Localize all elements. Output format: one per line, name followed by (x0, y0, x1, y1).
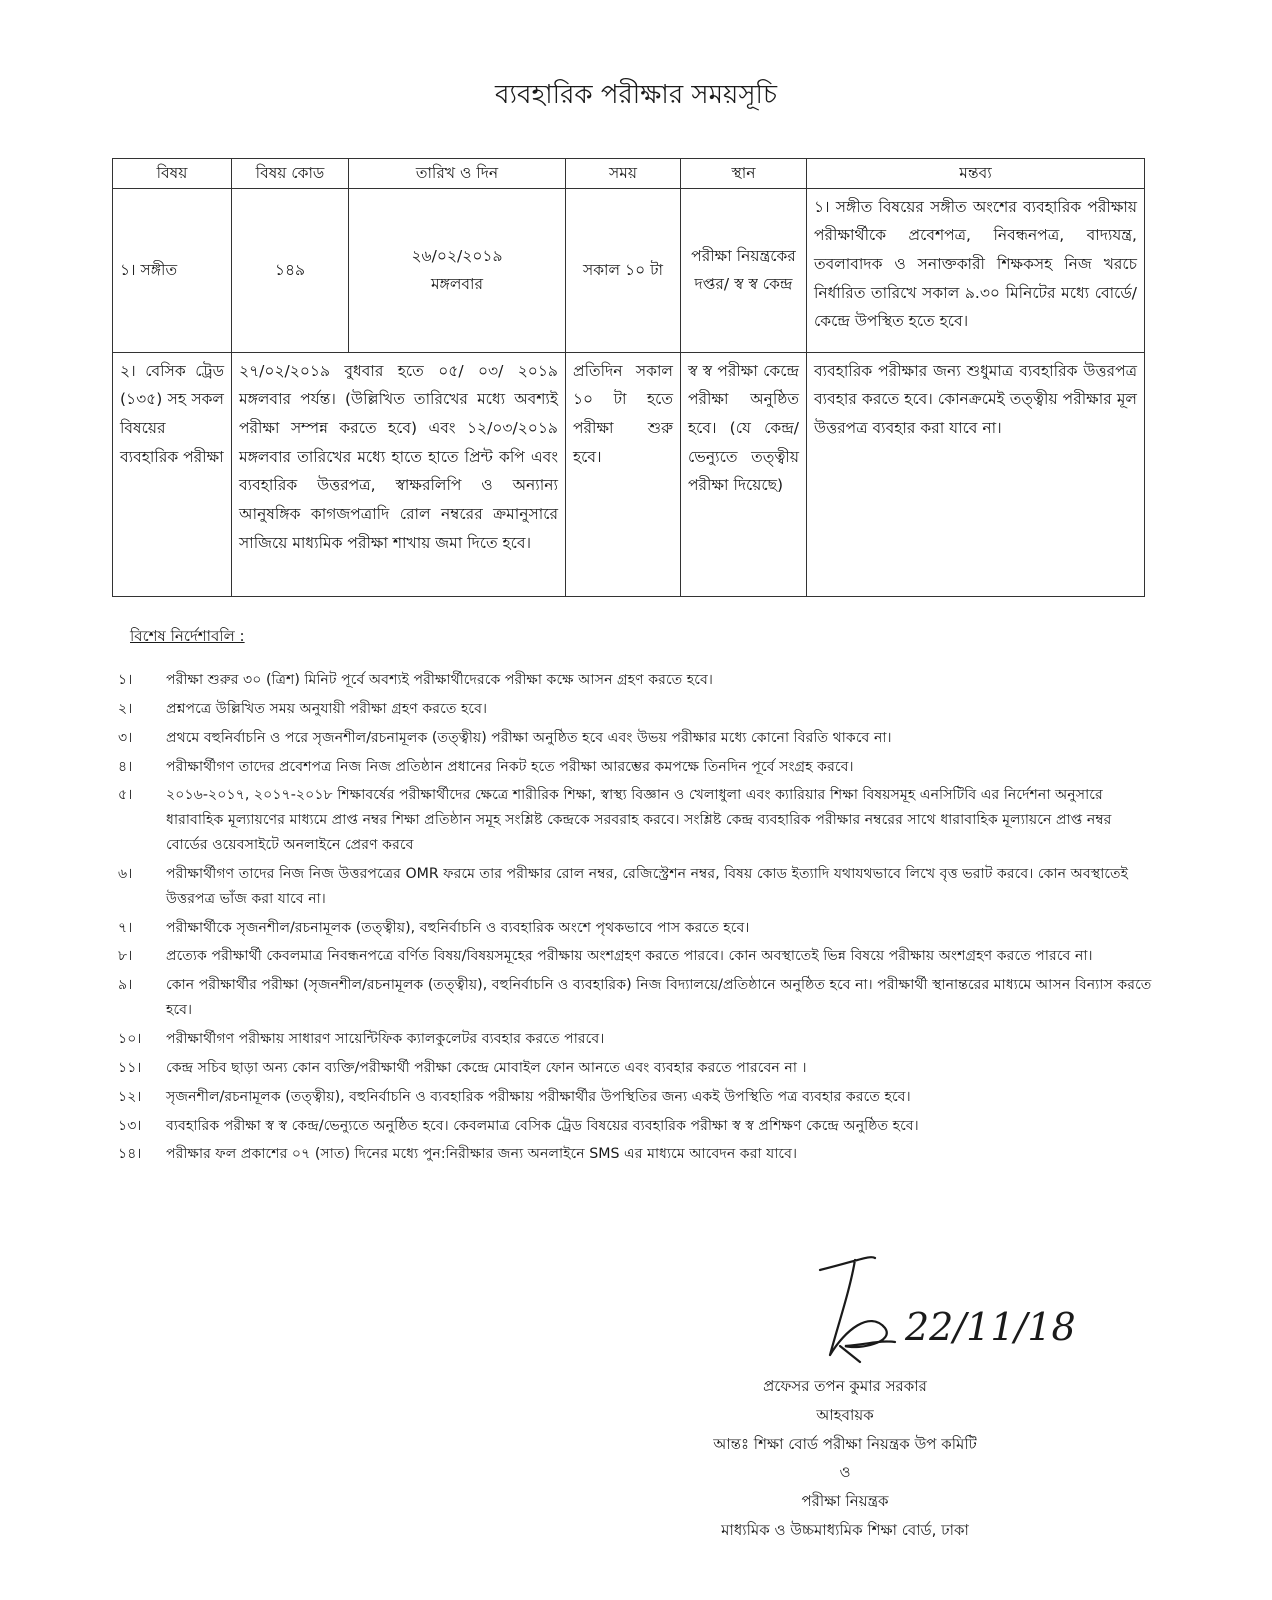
item-number: ৮। (118, 948, 133, 965)
list-item (112, 668, 1152, 693)
table-row (113, 188, 1145, 352)
signatory-conjunction: ও (839, 1463, 851, 1482)
row1-day: মঙ্গলবার (430, 275, 484, 294)
header-subject: বিষয় (113, 159, 232, 189)
item-text: পরীক্ষার্থীগণ তাদের প্রবেশপত্র নিজ নিজ প্রতিষ্ঠান প্রধানের নিকট হতে পরীক্ষা আরম্ভের কমপক্ষে তিনদিন পূর্বে সংগ্রহ করবে। (166, 758, 854, 775)
item-number: ১৩। (118, 1117, 142, 1134)
item-number: ৪। (118, 758, 133, 775)
row2-time: প্রতিদিন সকাল ১০ টা হতে পরীক্ষা শুরু হবে। (566, 352, 681, 596)
signatory-board: মাধ্যমিক ও উচ্চমাধ্যমিক শিক্ষা বোর্ড, ঢাকা (721, 1520, 969, 1539)
item-text: ব্যবহারিক পরীক্ষা স্ব স্ব কেন্দ্র/ভেন্যুতে অনুষ্ঠিত হবে। কেবলমাত্র বেসিক ট্রেড বিষয়ের ব্যবহারিক পরীক্ষা স্ব স্ব প্রশিক্ষণ কেন্দ্রে অনুষ্ঠিত হবে। (166, 1117, 919, 1134)
item-number: ৭। (118, 919, 133, 936)
list-item (112, 1142, 1152, 1167)
signatory-role-convener: আহবায়ক (816, 1405, 874, 1424)
row2-place: স্ব স্ব পরীক্ষা কেন্দ্রে পরীক্ষা অনুষ্ঠিত হবে। (যে কেন্দ্র/ ভেন্যুতে তত্ত্বীয় পরীক্ষা দিয়েছে) (681, 352, 807, 596)
table-header-row (113, 159, 1145, 189)
item-number: ১। (118, 672, 133, 688)
row2-subject: ২। বেসিক ট্রেড (১৩৫) সহ সকল বিষয়ের ব্যবহারিক পরীক্ষা (113, 352, 232, 596)
row1-code: ১৪৯ (232, 188, 349, 352)
row2-remarks: ব্যবহারিক পরীক্ষার জন্য শুধুমাত্র ব্যবহারিক উত্তরপত্র ব্যবহার করতে হবে। কোনক্রমেই তত্ত্বীয় পরীক্ষার মূল উত্তরপত্র ব্যবহার করা যাবে না। (807, 352, 1145, 596)
list-item (112, 1027, 1152, 1052)
row2-date-details: ২৭/০২/২০১৯ বুধবার হতে ০৫/ ০৩/ ২০১৯ মঙ্গলবার পর্যন্ত। (উল্লিখিত তারিখের মধ্যে অবশ্যই পরীক্ষা সম্পন্ন করতে হবে) এবং ১২/০৩/২০১৯ মঙ্গলবার তারিখের মধ্যে হাতে হাতে প্রিন্ট কপি এবং ব্যবহারিক উত্তরপত্র, স্বাক্ষরলিপি ও অন্যান্য আনুষঙ্গিক কাগজপত্রাদি রোল নম্বরের ক্রমানুসারে সাজিয়ে মাধ্যমিক পরীক্ষা শাখায় জমা দিতে হবে। (232, 352, 566, 596)
row1-date-cell (349, 188, 566, 352)
signature-date: 22/11/18 (905, 1305, 1076, 1349)
item-number: ৯। (118, 977, 133, 994)
item-number: ৩। (118, 729, 133, 746)
header-subject-code: বিষয় কোড (232, 159, 349, 189)
item-text: পরীক্ষার্থীগণ তাদের নিজ নিজ উত্তরপত্রের OMR ফরমে তার পরীক্ষার রোল নম্বর, রেজিস্ট্রেশন নম্বর, বিষয় কোড ইত্যাদি যথাযথভাবে লিখে বৃত্ত ভরাট করবে। কোন অবস্থাতেই উত্তরপত্র ভাঁজ করা যাবে না। (166, 865, 1129, 907)
list-item (112, 973, 1152, 1023)
header-remarks: মন্তব্য (807, 159, 1145, 189)
item-text: প্রথমে বহুনির্বাচনি ও পরে সৃজনশীল/রচনামূলক (তত্ত্বীয়) পরীক্ষা অনুষ্ঠিত হবে এবং উভয় পরীক্ষার মধ্যে কোনো বিরতি থাকবে না। (166, 729, 892, 746)
item-number: ১০। (118, 1030, 142, 1047)
signatory-name: প্রফেসর তপন কুমার সরকার (763, 1377, 927, 1395)
list-item (112, 862, 1152, 912)
row1-remarks: ১। সঙ্গীত বিষয়ের সঙ্গীত অংশের ব্যবহারিক পরীক্ষায় পরীক্ষার্থীকে প্রবেশপত্র, নিবন্ধনপত্র, বাদ্যযন্ত্র, তবলাবাদক ও সনাক্তকারী শিক্ষকসহ নিজ খরচে নির্ধারিত তারিখে সকাল ৯.৩০ মিনিটের মধ্যে বোর্ডে/কেন্দ্রে উপস্থিত হতে হবে। (807, 188, 1145, 352)
item-text: ২০১৬-২০১৭, ২০১৭-২০১৮ শিক্ষাবর্ষের পরীক্ষার্থীদের ক্ষেত্রে শারীরিক শিক্ষা, স্বাস্থ্য বিজ্ঞান ও খেলাধুলা এবং ক্যারিয়ার শিক্ষা বিষয়সমূহ এনসিটিবি এর নির্দেশনা অনুসারে ধারাবাহিক মূল্যায়ণের মাধ্যমে প্রাপ্ত নম্বর শিক্ষা প্রতিষ্ঠান সমূহ সংশ্লিষ্ট কেন্দ্রকে সরবরাহ করবে। সংশ্লিষ্ট কেন্দ্র ব্যবহারিক পরীক্ষার নম্বরের সাথে ধারাবাহিক মূল্যায়নে প্রাপ্ত নম্বর বোর্ডের ওয়েবসাইটে অনলাইনে প্রেরণ করবে (166, 787, 1112, 854)
row1-time: সকাল ১০ টা (566, 188, 681, 352)
item-text: পরীক্ষা শুরুর ৩০ (ত্রিশ) মিনিট পূর্বে অবশ্যই পরীক্ষার্থীদেরকে পরীক্ষা কক্ষে আসন গ্রহণ করতে হবে। (166, 672, 713, 688)
item-text: সৃজনশীল/রচনামূলক (তত্ত্বীয়), বহুনির্বাচনি ও ব্যবহারিক পরীক্ষায় পরীক্ষার্থীর উপস্থিতির জন্য একই উপস্থিতি পত্র ব্যবহার করতে হবে। (166, 1088, 911, 1105)
item-text: পরীক্ষার্থীকে সৃজনশীল/রচনামূলক (তত্ত্বীয়), বহুনির্বাচনি ও ব্যবহারিক অংশে পৃথকভাবে পাস করতে হবে। (166, 919, 750, 936)
list-item (112, 697, 1152, 722)
item-number: ২। (118, 700, 133, 717)
instructions-heading: বিশেষ নির্দেশাবলি : (130, 627, 245, 645)
list-item (112, 1056, 1152, 1081)
item-text: কেন্দ্র সচিব ছাড়া অন্য কোন ব্যক্তি/পরীক্ষার্থী পরীক্ষা কেন্দ্রে মোবাইল ফোন আনতে এবং ব্যবহার করতে পারবেন না । (166, 1059, 807, 1076)
header-date-day: তারিখ ও দিন (349, 159, 566, 189)
item-text: প্রশ্নপত্রে উল্লিখিত সময় অনুযায়ী পরীক্ষা গ্রহণ করতে হবে। (166, 700, 488, 717)
signatory-committee: আন্তঃ শিক্ষা বোর্ড পরীক্ষা নিয়ন্ত্রক উপ কমিটি (713, 1434, 977, 1453)
list-item (112, 1114, 1152, 1139)
page-title: ব্যবহারিক পরীক্ষার সময়সূচি (494, 80, 777, 110)
row1-subject: ১। সঙ্গীত (113, 188, 232, 352)
item-text: পরীক্ষার ফল প্রকাশের ০৭ (সাত) দিনের মধ্যে পুন:নিরীক্ষার জন্য অনলাইনে SMS এর মাধ্যমে আবেদন করা যাবে। (166, 1146, 798, 1163)
table-row (113, 352, 1145, 596)
item-text: পরীক্ষার্থীগণ পরীক্ষায় সাধারণ সায়েন্টিফিক ক্যালকুলেটর ব্যবহার করতে পারবে। (166, 1030, 605, 1047)
row1-date: ২৬/০২/২০১৯ (411, 246, 503, 265)
header-place: স্থান (681, 159, 807, 189)
list-item (112, 783, 1152, 858)
header-time: সময় (566, 159, 681, 189)
list-item (112, 1085, 1152, 1110)
item-number: ১১। (118, 1059, 142, 1076)
row1-place: পরীক্ষা নিয়ন্ত্রকের দপ্তর/ স্ব স্ব কেন্দ্র (681, 188, 807, 352)
list-item (112, 944, 1152, 969)
handwritten-signature (800, 1250, 1076, 1370)
list-item (112, 726, 1152, 751)
signatory-role-controller: পরীক্ষা নিয়ন্ত্রক (801, 1492, 889, 1511)
list-item (112, 916, 1152, 941)
item-number: ৫। (118, 787, 133, 804)
instructions-list (112, 668, 1152, 1171)
item-text: প্রত্যেক পরীক্ষার্থী কেবলমাত্র নিবন্ধনপত্রে বর্ণিত বিষয়/বিষয়সমূহের পরীক্ষায় অংশগ্রহণ করতে পারবে। কোন অবস্থাতেই ভিন্ন বিষয়ে পরীক্ষায় অংশগ্রহণ করতে পারবে না। (166, 948, 1093, 965)
signatory-block (660, 1372, 1030, 1545)
item-number: ১৪। (118, 1146, 142, 1163)
item-number: ১২। (118, 1088, 142, 1105)
list-item (112, 755, 1152, 780)
schedule-table (112, 158, 1145, 597)
item-number: ৬। (118, 865, 133, 882)
item-text: কোন পরীক্ষার্থীর পরীক্ষা (সৃজনশীল/রচনামূলক (তত্ত্বীয়), বহুনির্বাচনি ও ব্যবহারিক) নিজ বিদ্যালয়ে/প্রতিষ্ঠানে অনুষ্ঠিত হবে না। পরীক্ষার্থী স্থানান্তরের মাধ্যমে আসন বিন্যাস করতে হবে। (166, 977, 1152, 1019)
